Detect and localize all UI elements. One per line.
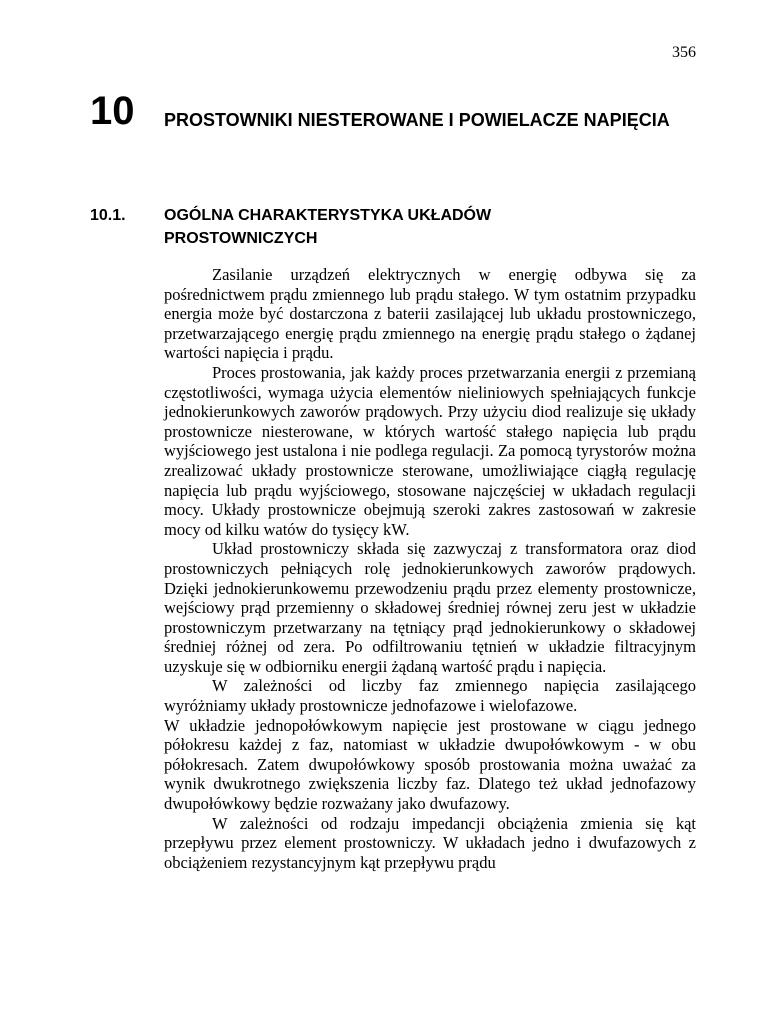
chapter-title: PROSTOWNIKI NIESTEROWANE I POWIELACZE NAPIĘCIA [164,110,670,130]
body-text [164,265,696,872]
paragraph: W układzie jednopołówkowym napięcie jest prostowane w ciągu jednego półokresu każdej z faz, natomiast w układzie dwupołówkowym - w obu półokresach. Zatem dwupołówkowy sposób prostowania można uważać za wynik dwukrotnego zwiększenia liczby faz. Dlatego też układ jednofazowy dwupołówkowy będzie rozważany jako dwufazowy. [164,715,696,814]
page-number: 356 [672,44,696,61]
paragraph: Proces prostowania, jak każdy proces przetwarzania energii z przemianą częstotliwości, wymaga użycia elementów nieliniowych spełniających funkcje jednokierunkowych zaworów prądowych. Przy użyciu diod realizuje się układy prostownicze niesterowane, w których wartość stałego napięcia lub prądu wyjściowego jest ustalona i nie podlega regulacji. Za pomocą tyrystorów można zrealizować układy prostownicze sterowane, umożliwiające ciągłą regulację napięcia lub prądu wyjściowego, stosowane najczęściej w układach regulacji mocy. Układy prostownicze obejmują szeroki zakres zastosowań w zakresie mocy od kilku watów do tysięcy kW. [164,362,696,539]
section-number: 10.1. [90,207,126,224]
chapter-number: 10 [90,89,135,133]
paragraph: W zależności od rodzaju impedancji obciążenia zmienia się kąt przepływu przez element prostowniczy. W układach jedno i dwufazowych z obciążeniem rezystancyjnym kąt przepływu prądu [164,813,696,872]
paragraph: W zależności od liczby faz zmiennego napięcia zasilającego wyróżniamy układy prostownicze jednofazowe i wielofazowe. [164,676,696,716]
section-title: OGÓLNA CHARAKTERYSTYKA UKŁADÓW PROSTOWNICZYCH [164,207,492,247]
paragraph: Zasilanie urządzeń elektrycznych w energię odbywa się za pośrednictwem prądu zmiennego lub prądu stałego. W tym ostatnim przypadku energia może być dostarczona z baterii zasilającej lub układu prostowniczego, przetwarzającego energię prądu zmiennego na energię prądu stałego o żądanej wartości napięcia i prądu. [164,265,696,363]
paragraph: Układ prostowniczy składa się zazwyczaj z transformatora oraz diod prostowniczych pełniących rolę jednokierunkowych zaworów prądowych. Dzięki jednokierunkowemu przewodzeniu prądu przez elementy prostownicze, wejściowy prąd przemienny o składowej średniej równej zeru jest w układzie prostowniczym przetwarzany na tętniący prąd jednokierunkowy o składowej średniej różnej od zera. Po odfiltrowaniu tętnień w układzie filtracyjnym uzyskuje się w odbiorniku energii żądaną wartość prądu i napięcia. [164,539,696,676]
